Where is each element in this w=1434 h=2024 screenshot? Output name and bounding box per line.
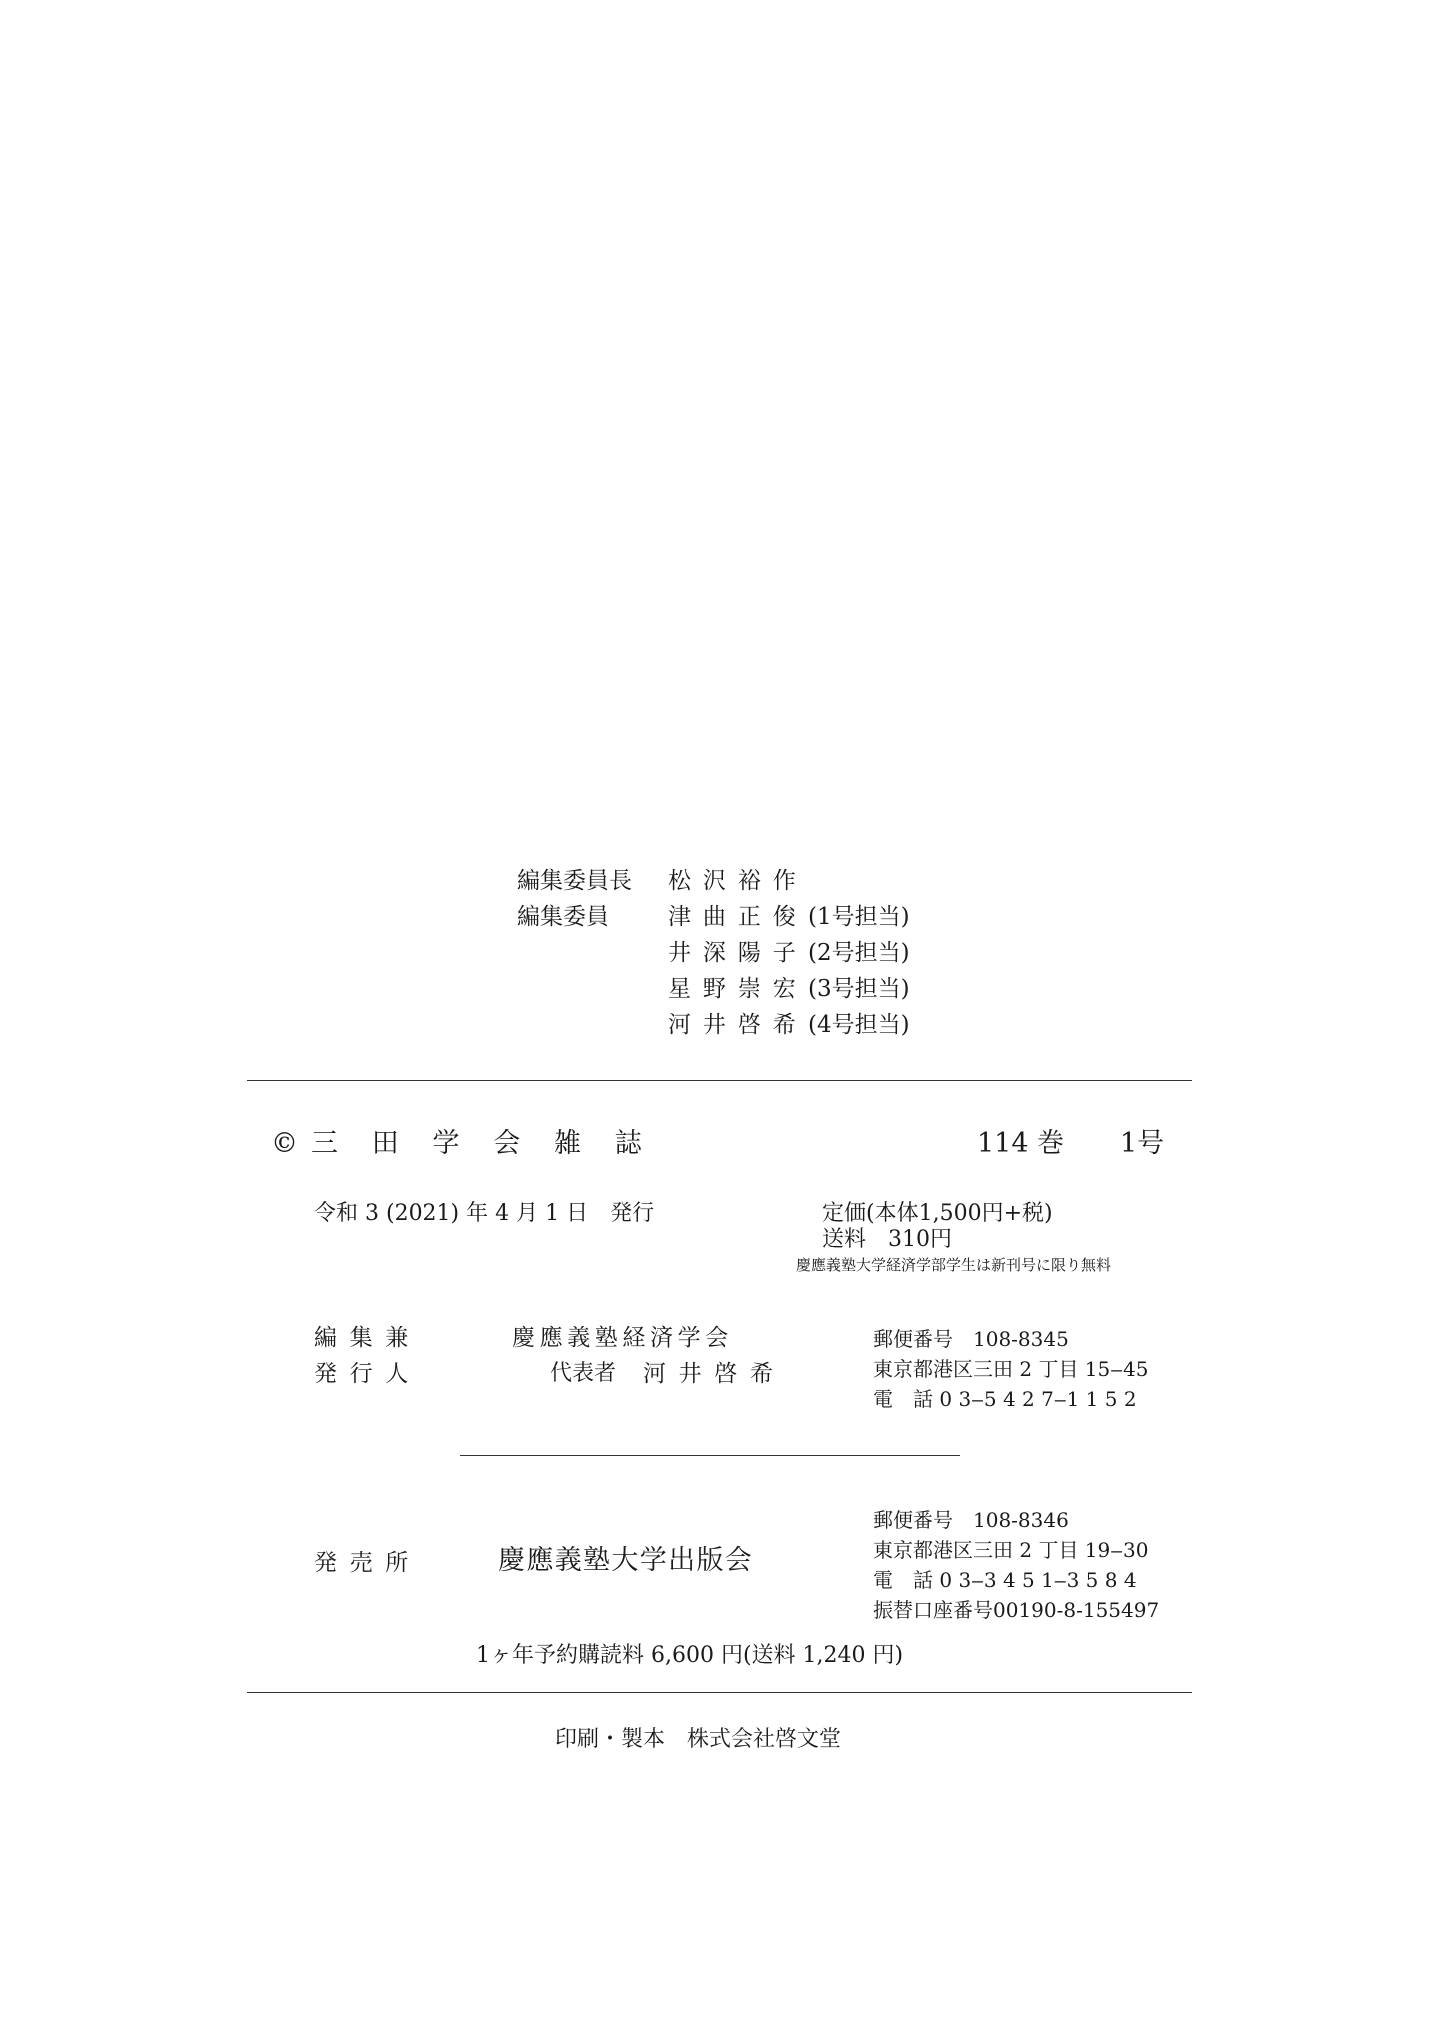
price: 定価(本体1,500円+税)	[822, 1201, 1053, 1226]
middle-divider	[460, 1455, 960, 1456]
publisher-label-line2: 発行人	[314, 1361, 421, 1387]
representative-label: 代表者	[550, 1361, 617, 1386]
editor-in-chief-name: 松 沢 裕 作	[668, 868, 799, 894]
publisher-postal: 郵便番号 108-8345	[873, 1327, 1069, 1351]
member-name: 津 曲 正 俊	[668, 904, 799, 930]
member-name: 河 井 啓 希	[668, 1012, 799, 1038]
annual-subscription: 1ヶ年予約購読料 6,600 円(送料 1,240 円)	[476, 1643, 904, 1668]
publisher-label-line1: 編集兼	[314, 1325, 421, 1351]
publisher-address: 東京都港区三田 2 丁目 15‒45	[873, 1357, 1149, 1381]
member-role: (3号担当)	[808, 976, 910, 1002]
shipping-fee: 送料 310円	[822, 1227, 952, 1252]
member-role: (1号担当)	[808, 904, 910, 930]
representative-name: 河井啓希	[643, 1361, 786, 1387]
volume-number: 114 巻	[977, 1128, 1065, 1159]
distributor-name: 慶應義塾大学出版会	[498, 1545, 754, 1576]
top-divider	[247, 1080, 1192, 1081]
student-note: 慶應義塾大学経済学部学生は新刊号に限り無料	[796, 1256, 1112, 1274]
member-name: 井 深 陽 子	[668, 940, 799, 966]
publisher-name: 慶應義塾経済学会	[512, 1325, 733, 1351]
distributor-address: 東京都港区三田 2 丁目 19‒30	[873, 1538, 1149, 1562]
member-role: (2号担当)	[808, 940, 910, 966]
printer-info: 印刷・製本 株式会社啓文堂	[555, 1727, 842, 1752]
publication-date: 令和 3 (2021) 年 4 月 1 日 発行	[314, 1201, 655, 1226]
journal-title: 三田学会雑誌	[311, 1128, 676, 1159]
publisher-phone: 電 話 0 3‒5 4 2 7‒1 1 5 2	[873, 1387, 1137, 1411]
distributor-label: 発売所	[314, 1550, 421, 1576]
issue-number: 1号	[1120, 1128, 1165, 1159]
distributor-phone: 電 話 0 3‒3 4 5 1‒3 5 8 4	[873, 1568, 1137, 1592]
distributor-postal: 郵便番号 108-8346	[873, 1508, 1069, 1532]
editorial-members-label: 編集委員	[517, 904, 609, 930]
editor-in-chief-label: 編集委員長	[517, 868, 632, 894]
distributor-transfer-account: 振替口座番号00190-8-155497	[873, 1598, 1160, 1622]
copyright-mark: ©	[271, 1128, 298, 1159]
bottom-divider	[247, 1692, 1192, 1693]
member-role: (4号担当)	[808, 1012, 910, 1038]
member-name: 星 野 崇 宏	[668, 976, 799, 1002]
